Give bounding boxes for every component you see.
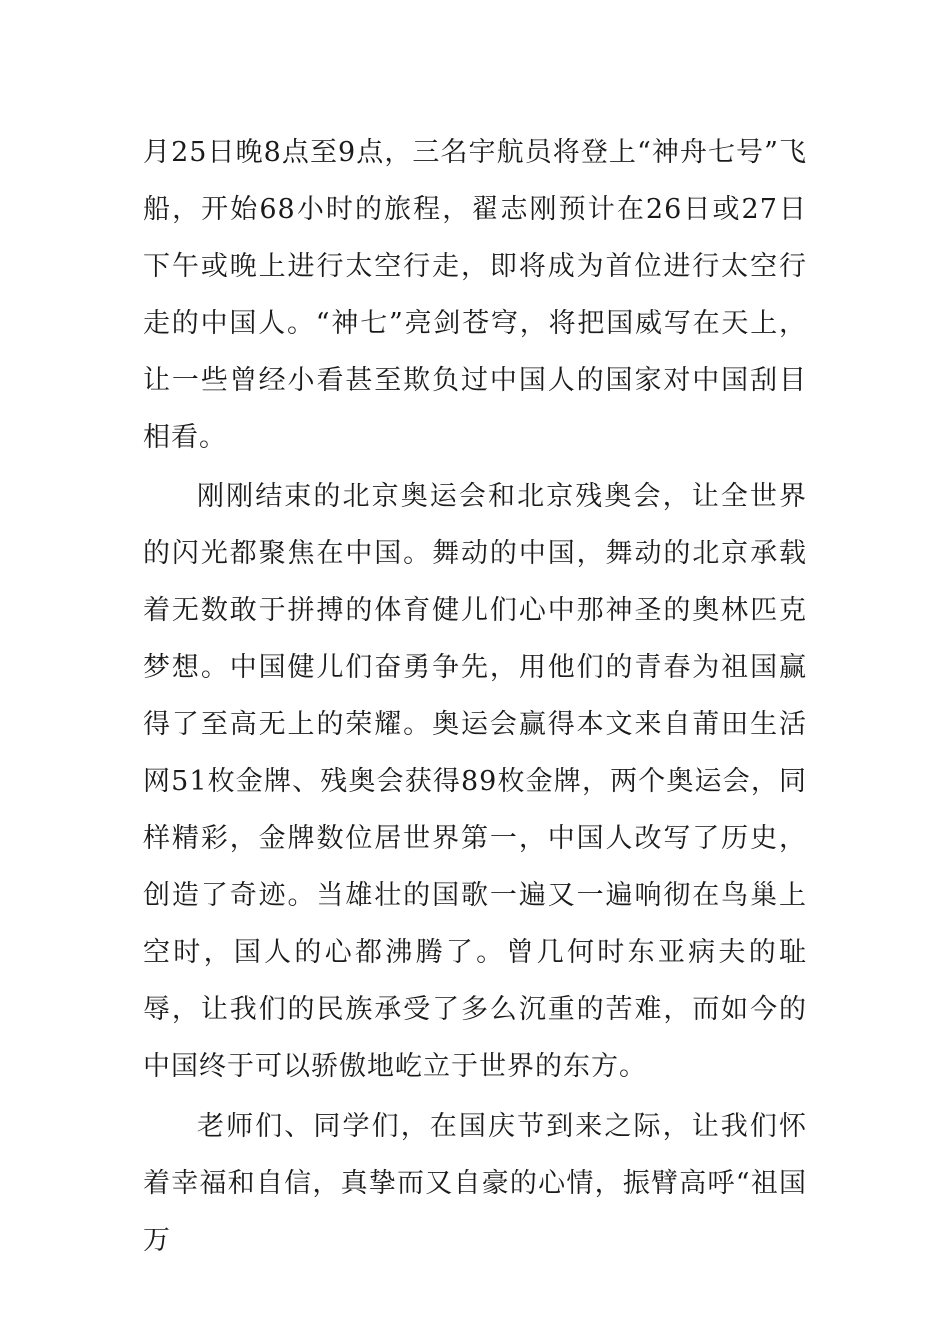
paragraph-national-day: 老师们、同学们，在国庆节到来之际，让我们怀着幸福和自信，真挚而又自豪的心情，振臂高呼“祖国万 bbox=[143, 1111, 807, 1256]
paragraph-olympics: 刚刚结束的北京奥运会和北京残奥会，让全世界的闪光都聚焦在中国。舞动的中国，舞动的北京承载着无数敢于拼搏的体育健儿们心中那神圣的奥林匹克梦想。中国健儿们奋勇争先，用他们的青春为祖国赢得了至高无上的荣耀。奥运会赢得本文来自莆田生活网51枚金牌、残奥会获得89枚金牌，两个奥运会，同样精彩，金牌数位居世界第一，中国人改写了历史，创造了奇迹。当雄壮的国歌一遍又一遍响彻在鸟巢上空时，国人的心都沸腾了。曾几何时东亚病夫的耻辱，让我们的民族承受了多么沉重的苦难，而如今的中国终于可以骄傲地屹立于世界的东方。 bbox=[143, 481, 807, 1082]
paragraph-shenzhou: 月25日晚8点至9点，三名宇航员将登上“神舟七号”飞船，开始68小时的旅程，翟志刚预计在26日或27日下午或晚上进行太空行走，即将成为首位进行太空行走的中国人。“神七”亮剑苍穹，将把国威写在天上，让一些曾经小看甚至欺负过中国人的国家对中国刮目相看。 bbox=[143, 137, 807, 453]
